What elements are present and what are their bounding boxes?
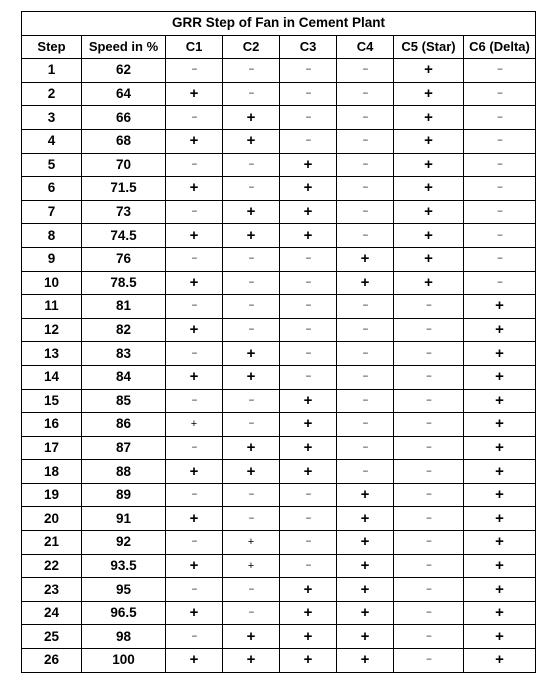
off-mark-cell: -- <box>280 59 337 83</box>
step-cell: 21 <box>22 531 82 555</box>
off-mark-cell: -- <box>223 247 280 271</box>
table-row <box>22 389 536 413</box>
off-mark-cell: -- <box>280 483 337 507</box>
off-mark-cell: -- <box>394 413 464 437</box>
on-mark-cell: + <box>166 601 223 625</box>
step-cell: 24 <box>22 601 82 625</box>
speed-cell: 81 <box>82 295 166 319</box>
table-row <box>22 271 536 295</box>
step-cell: 9 <box>22 247 82 271</box>
on-mark-cell: + <box>464 365 536 389</box>
off-mark-cell: -- <box>337 318 394 342</box>
table-row <box>22 460 536 484</box>
off-mark-cell: -- <box>166 342 223 366</box>
on-mark-cell: + <box>223 129 280 153</box>
speed-cell: 89 <box>82 483 166 507</box>
speed-cell: 87 <box>82 436 166 460</box>
speed-cell: 92 <box>82 531 166 555</box>
table-row <box>22 436 536 460</box>
on-mark-cell: + <box>223 649 280 673</box>
on-mark-cell: + <box>464 578 536 602</box>
on-mark-cell: + <box>280 389 337 413</box>
off-mark-cell: -- <box>280 129 337 153</box>
off-mark-cell: -- <box>394 625 464 649</box>
off-mark-cell: -- <box>464 200 536 224</box>
off-mark-cell: -- <box>223 318 280 342</box>
table-row <box>22 177 536 201</box>
step-cell: 1 <box>22 59 82 83</box>
off-mark-cell: -- <box>166 389 223 413</box>
step-cell: 4 <box>22 129 82 153</box>
speed-cell: 85 <box>82 389 166 413</box>
off-mark-cell: -- <box>337 82 394 106</box>
table-row <box>22 295 536 319</box>
off-mark-cell: -- <box>280 531 337 555</box>
off-mark-cell: -- <box>337 413 394 437</box>
speed-cell: 73 <box>82 200 166 224</box>
on-mark-cell: + <box>394 82 464 106</box>
on-mark-cell: + <box>280 153 337 177</box>
on-mark-cell: + <box>223 342 280 366</box>
off-mark-cell: -- <box>280 342 337 366</box>
off-mark-cell: -- <box>394 389 464 413</box>
header-step: Step <box>22 35 82 59</box>
on-mark-cell: + <box>280 578 337 602</box>
header-speed: Speed in % <box>82 35 166 59</box>
table-row <box>22 649 536 673</box>
step-cell: 22 <box>22 554 82 578</box>
off-mark-cell: -- <box>223 59 280 83</box>
table-row <box>22 153 536 177</box>
speed-cell: 71.5 <box>82 177 166 201</box>
off-mark-cell: -- <box>337 436 394 460</box>
off-mark-cell: -- <box>464 82 536 106</box>
off-mark-cell: -- <box>280 106 337 130</box>
speed-cell: 70 <box>82 153 166 177</box>
speed-cell: 96.5 <box>82 601 166 625</box>
on-mark-cell: + <box>337 554 394 578</box>
off-mark-cell: -- <box>280 318 337 342</box>
table-row <box>22 531 536 555</box>
off-mark-cell: -- <box>337 342 394 366</box>
off-mark-cell: -- <box>464 59 536 83</box>
speed-cell: 88 <box>82 460 166 484</box>
speed-cell: 91 <box>82 507 166 531</box>
step-cell: 11 <box>22 295 82 319</box>
off-mark-cell: -- <box>464 224 536 248</box>
step-cell: 2 <box>22 82 82 106</box>
on-mark-cell: + <box>337 531 394 555</box>
off-mark-cell: -- <box>394 531 464 555</box>
header-c5-star: C5 (Star) <box>394 35 464 59</box>
off-mark-cell: -- <box>337 129 394 153</box>
off-mark-cell: -- <box>223 271 280 295</box>
on-mark-cell: + <box>464 318 536 342</box>
speed-cell: 68 <box>82 129 166 153</box>
table-row <box>22 483 536 507</box>
off-mark-cell: -- <box>223 601 280 625</box>
on-mark-cell: + <box>223 436 280 460</box>
off-mark-cell: -- <box>394 318 464 342</box>
table-row <box>22 625 536 649</box>
on-mark-cell: + <box>464 649 536 673</box>
speed-cell: 64 <box>82 82 166 106</box>
step-cell: 15 <box>22 389 82 413</box>
off-mark-cell: -- <box>464 247 536 271</box>
speed-cell: 86 <box>82 413 166 437</box>
off-mark-cell: -- <box>280 507 337 531</box>
table-row <box>22 318 536 342</box>
table-row <box>22 106 536 130</box>
speed-cell: 62 <box>82 59 166 83</box>
off-mark-cell: -- <box>394 295 464 319</box>
on-mark-cell: + <box>280 200 337 224</box>
step-cell: 23 <box>22 578 82 602</box>
table-row <box>22 578 536 602</box>
off-mark-cell: -- <box>394 483 464 507</box>
off-mark-cell: -- <box>166 436 223 460</box>
table-row <box>22 82 536 106</box>
off-mark-cell: -- <box>337 200 394 224</box>
on-mark-cell: + <box>166 649 223 673</box>
on-mark-cell: + <box>337 601 394 625</box>
off-mark-cell: -- <box>337 224 394 248</box>
on-mark-cell: + <box>394 271 464 295</box>
off-mark-cell: -- <box>394 554 464 578</box>
table-title: GRR Step of Fan in Cement Plant <box>22 12 536 36</box>
off-mark-cell: -- <box>464 177 536 201</box>
on-mark-cell: + <box>280 649 337 673</box>
on-mark-cell: + <box>223 106 280 130</box>
header-c6-delta: C6 (Delta) <box>464 35 536 59</box>
speed-cell: 98 <box>82 625 166 649</box>
on-mark-cell: + <box>166 365 223 389</box>
on-mark-cell: + <box>464 436 536 460</box>
on-mark-cell: + <box>223 365 280 389</box>
on-mark-cell: + <box>337 247 394 271</box>
header-c4: C4 <box>337 35 394 59</box>
step-cell: 14 <box>22 365 82 389</box>
off-mark-cell: -- <box>337 59 394 83</box>
off-mark-cell: -- <box>223 153 280 177</box>
step-cell: 20 <box>22 507 82 531</box>
table-row <box>22 200 536 224</box>
on-mark-cell: + <box>394 224 464 248</box>
table-body <box>22 59 536 672</box>
off-mark-cell: -- <box>223 177 280 201</box>
on-mark-cell: + <box>280 601 337 625</box>
on-mark-cell: + <box>166 507 223 531</box>
on-mark-cell: + <box>166 554 223 578</box>
off-mark-cell: -- <box>394 507 464 531</box>
off-mark-cell: -- <box>166 247 223 271</box>
off-mark-cell: -- <box>166 483 223 507</box>
off-mark-cell: -- <box>280 365 337 389</box>
step-cell: 8 <box>22 224 82 248</box>
off-mark-cell: -- <box>464 153 536 177</box>
on-mark-cell: + <box>223 531 280 555</box>
on-mark-cell: + <box>464 483 536 507</box>
table-row <box>22 365 536 389</box>
on-mark-cell: + <box>280 177 337 201</box>
off-mark-cell: -- <box>223 483 280 507</box>
on-mark-cell: + <box>464 554 536 578</box>
off-mark-cell: -- <box>223 295 280 319</box>
on-mark-cell: + <box>280 413 337 437</box>
on-mark-cell: + <box>223 625 280 649</box>
step-cell: 26 <box>22 649 82 673</box>
on-mark-cell: + <box>280 625 337 649</box>
title-row <box>22 12 536 36</box>
off-mark-cell: -- <box>166 295 223 319</box>
on-mark-cell: + <box>464 413 536 437</box>
off-mark-cell: -- <box>337 365 394 389</box>
off-mark-cell: -- <box>337 389 394 413</box>
on-mark-cell: + <box>464 342 536 366</box>
step-cell: 16 <box>22 413 82 437</box>
off-mark-cell: -- <box>337 106 394 130</box>
on-mark-cell: + <box>166 413 223 437</box>
step-cell: 3 <box>22 106 82 130</box>
off-mark-cell: -- <box>394 578 464 602</box>
off-mark-cell: -- <box>337 460 394 484</box>
off-mark-cell: -- <box>464 271 536 295</box>
on-mark-cell: + <box>337 507 394 531</box>
step-cell: 18 <box>22 460 82 484</box>
off-mark-cell: -- <box>280 82 337 106</box>
off-mark-cell: -- <box>223 413 280 437</box>
on-mark-cell: + <box>280 436 337 460</box>
on-mark-cell: + <box>223 200 280 224</box>
step-cell: 17 <box>22 436 82 460</box>
off-mark-cell: -- <box>464 129 536 153</box>
table-row <box>22 413 536 437</box>
on-mark-cell: + <box>464 389 536 413</box>
on-mark-cell: + <box>337 649 394 673</box>
step-cell: 10 <box>22 271 82 295</box>
on-mark-cell: + <box>166 129 223 153</box>
on-mark-cell: + <box>337 625 394 649</box>
off-mark-cell: -- <box>394 436 464 460</box>
table-row <box>22 129 536 153</box>
on-mark-cell: + <box>166 271 223 295</box>
on-mark-cell: + <box>166 460 223 484</box>
off-mark-cell: -- <box>223 507 280 531</box>
on-mark-cell: + <box>394 177 464 201</box>
off-mark-cell: -- <box>166 625 223 649</box>
on-mark-cell: + <box>223 224 280 248</box>
on-mark-cell: + <box>464 531 536 555</box>
on-mark-cell: + <box>464 295 536 319</box>
off-mark-cell: -- <box>280 247 337 271</box>
table-row <box>22 601 536 625</box>
header-c1: C1 <box>166 35 223 59</box>
step-cell: 13 <box>22 342 82 366</box>
step-cell: 7 <box>22 200 82 224</box>
off-mark-cell: -- <box>166 106 223 130</box>
off-mark-cell: -- <box>223 389 280 413</box>
off-mark-cell: -- <box>394 601 464 625</box>
step-cell: 12 <box>22 318 82 342</box>
table-row <box>22 554 536 578</box>
table-row <box>22 342 536 366</box>
off-mark-cell: -- <box>394 365 464 389</box>
off-mark-cell: -- <box>280 554 337 578</box>
step-cell: 19 <box>22 483 82 507</box>
on-mark-cell: + <box>337 271 394 295</box>
off-mark-cell: -- <box>337 153 394 177</box>
on-mark-cell: + <box>464 601 536 625</box>
step-cell: 25 <box>22 625 82 649</box>
off-mark-cell: -- <box>166 153 223 177</box>
on-mark-cell: + <box>223 554 280 578</box>
on-mark-cell: + <box>464 507 536 531</box>
on-mark-cell: + <box>166 318 223 342</box>
on-mark-cell: + <box>394 59 464 83</box>
on-mark-cell: + <box>394 153 464 177</box>
step-cell: 6 <box>22 177 82 201</box>
off-mark-cell: -- <box>464 106 536 130</box>
speed-cell: 76 <box>82 247 166 271</box>
speed-cell: 82 <box>82 318 166 342</box>
speed-cell: 66 <box>82 106 166 130</box>
off-mark-cell: -- <box>394 342 464 366</box>
on-mark-cell: + <box>223 460 280 484</box>
off-mark-cell: -- <box>280 271 337 295</box>
on-mark-cell: + <box>394 106 464 130</box>
speed-cell: 78.5 <box>82 271 166 295</box>
off-mark-cell: -- <box>223 578 280 602</box>
off-mark-cell: -- <box>166 200 223 224</box>
off-mark-cell: -- <box>280 295 337 319</box>
on-mark-cell: + <box>280 460 337 484</box>
speed-cell: 95 <box>82 578 166 602</box>
off-mark-cell: -- <box>223 82 280 106</box>
header-c2: C2 <box>223 35 280 59</box>
off-mark-cell: -- <box>337 177 394 201</box>
on-mark-cell: + <box>464 625 536 649</box>
speed-cell: 83 <box>82 342 166 366</box>
step-cell: 5 <box>22 153 82 177</box>
on-mark-cell: + <box>394 200 464 224</box>
off-mark-cell: -- <box>166 531 223 555</box>
table-row <box>22 59 536 83</box>
on-mark-cell: + <box>166 177 223 201</box>
table-row <box>22 224 536 248</box>
on-mark-cell: + <box>337 483 394 507</box>
on-mark-cell: + <box>394 129 464 153</box>
off-mark-cell: -- <box>166 578 223 602</box>
on-mark-cell: + <box>337 578 394 602</box>
on-mark-cell: + <box>464 460 536 484</box>
off-mark-cell: -- <box>394 460 464 484</box>
speed-cell: 100 <box>82 649 166 673</box>
speed-cell: 84 <box>82 365 166 389</box>
table-row <box>22 507 536 531</box>
header-c3: C3 <box>280 35 337 59</box>
off-mark-cell: -- <box>166 59 223 83</box>
off-mark-cell: -- <box>394 649 464 673</box>
off-mark-cell: -- <box>337 295 394 319</box>
speed-cell: 93.5 <box>82 554 166 578</box>
table-row <box>22 247 536 271</box>
grr-step-table <box>21 11 536 673</box>
on-mark-cell: + <box>280 224 337 248</box>
on-mark-cell: + <box>394 247 464 271</box>
on-mark-cell: + <box>166 82 223 106</box>
header-row <box>22 35 536 59</box>
speed-cell: 74.5 <box>82 224 166 248</box>
on-mark-cell: + <box>166 224 223 248</box>
